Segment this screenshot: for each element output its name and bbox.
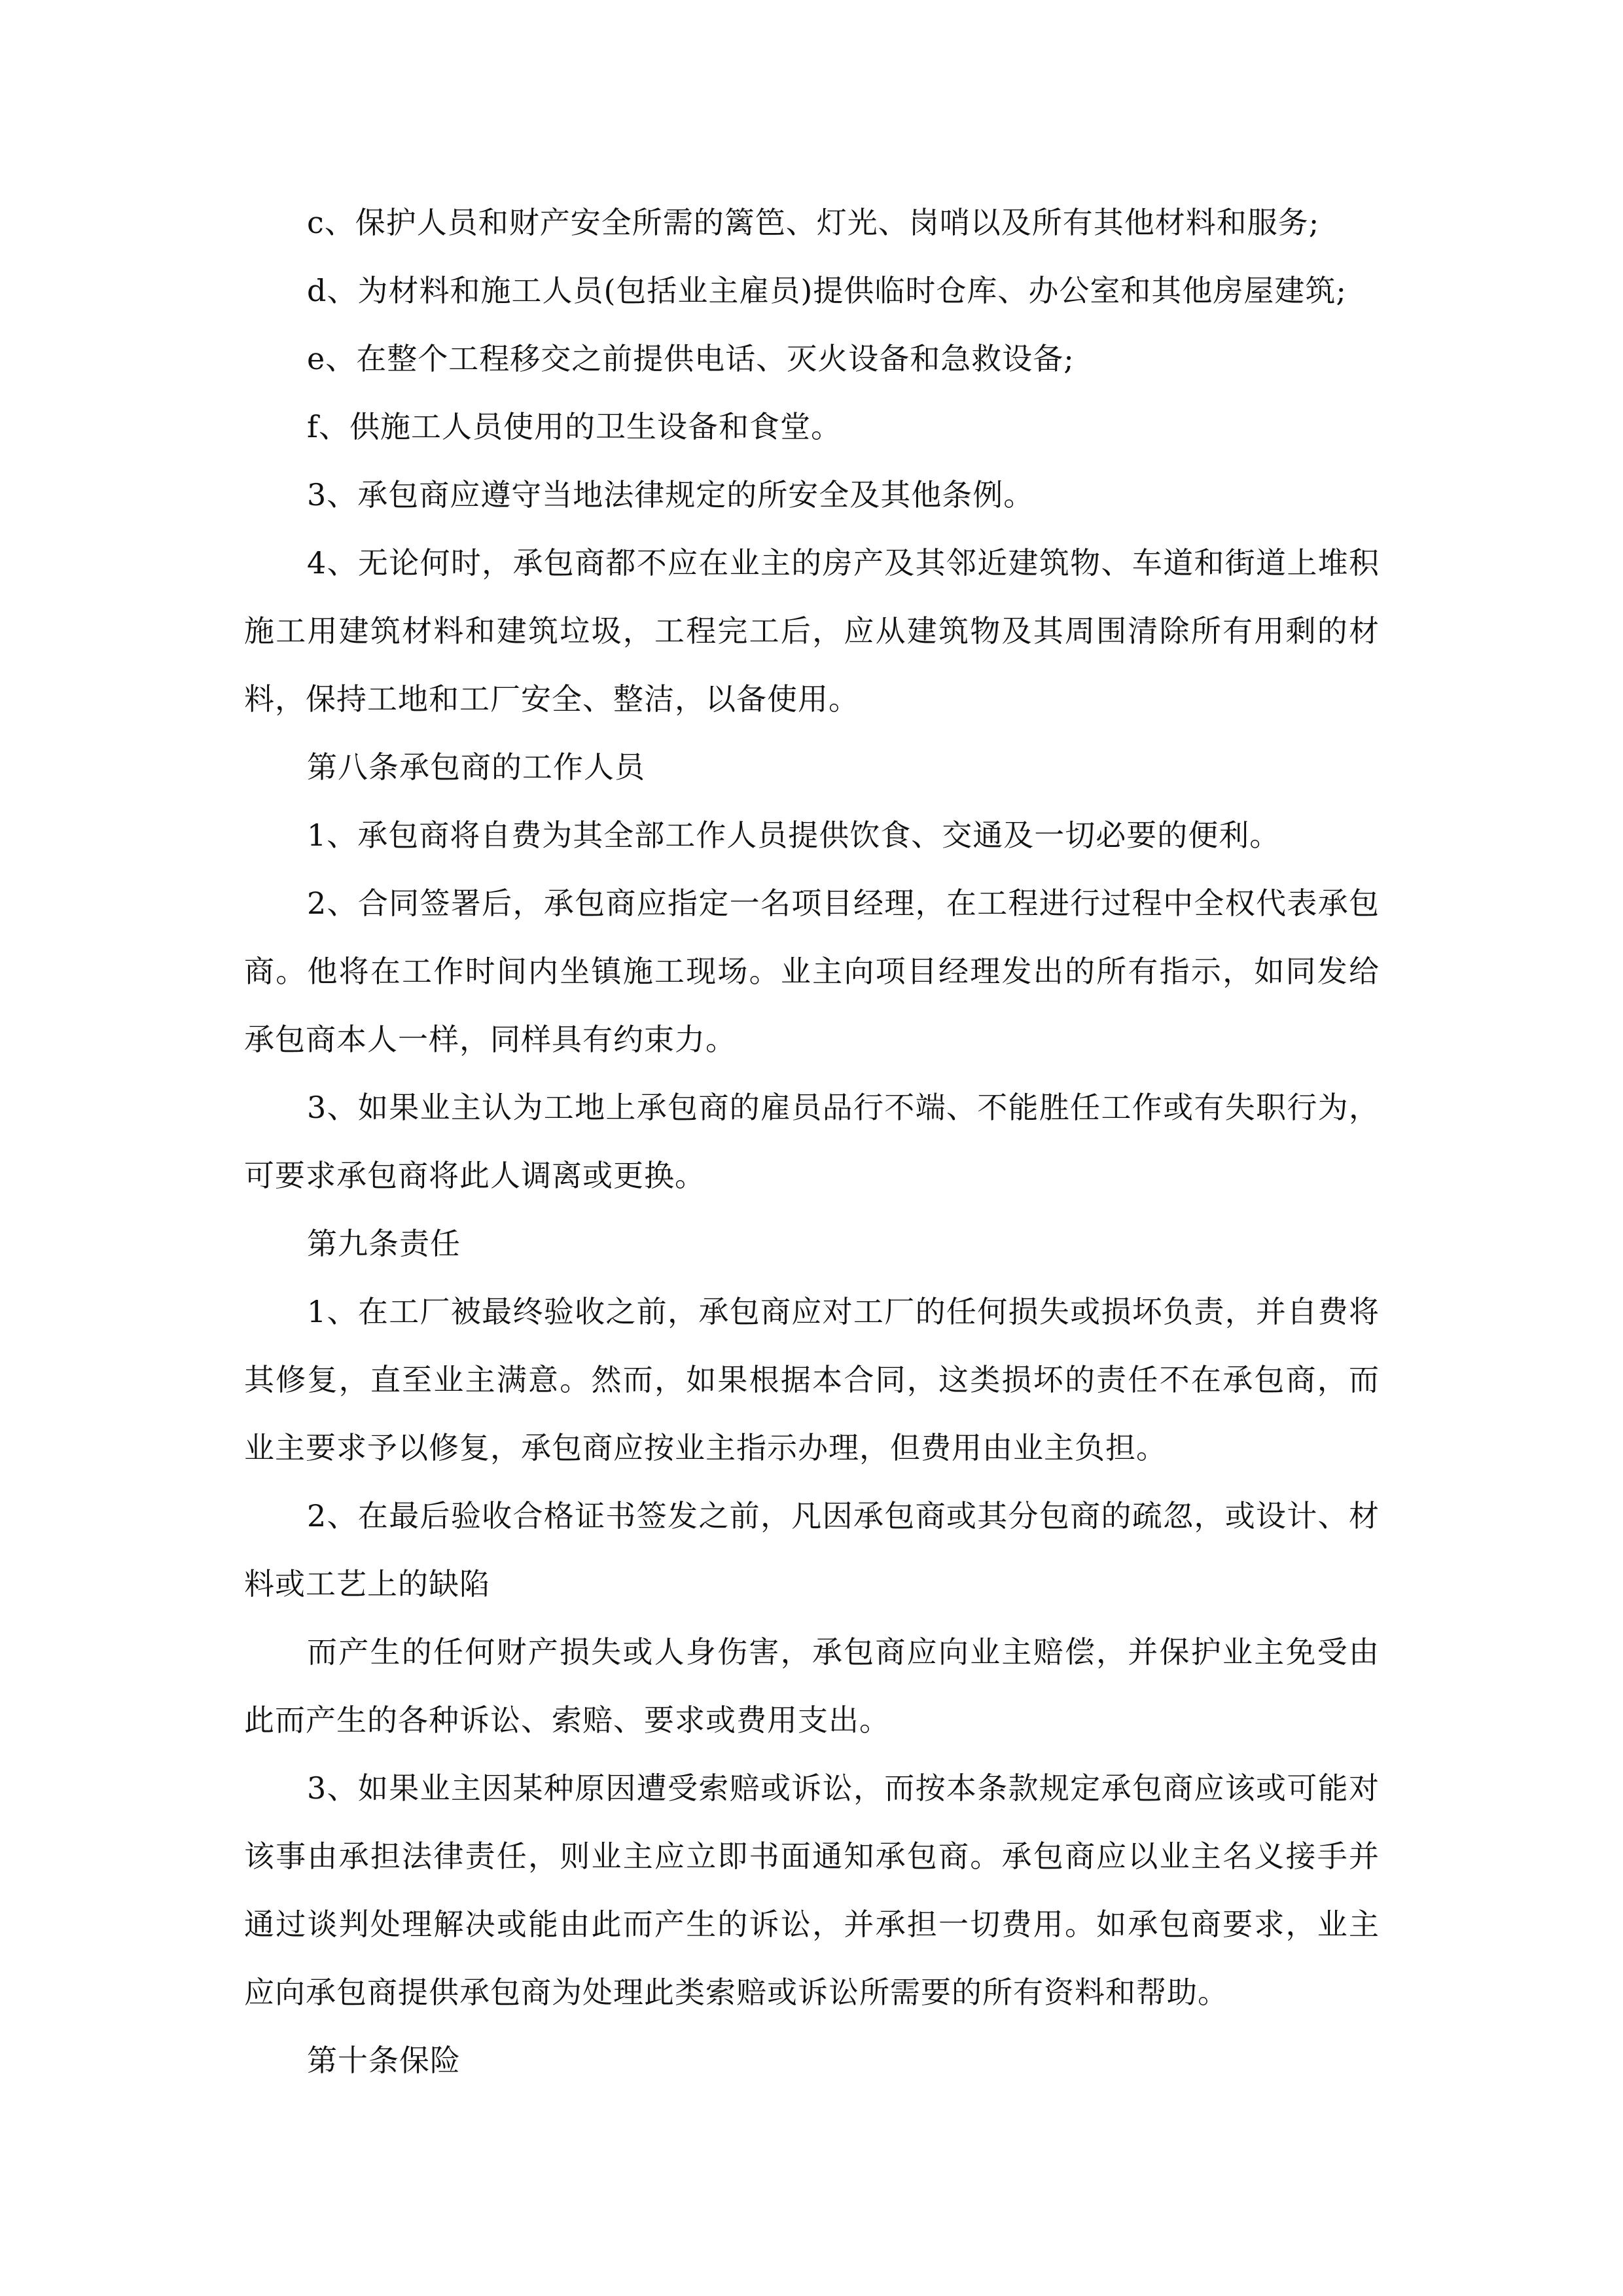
clause-8-item-3: 3、如果业主认为工地上承包商的雇员品行不端、不能胜任工作或有失职行为，可要求承包商将此人调离或更换。	[244, 1090, 1380, 1193]
list-item-f: f、供施工人员使用的卫生设备和食堂。	[307, 409, 842, 444]
clause-8-item-1: 1、承包商将自费为其全部工作人员提供饮食、交通及一切必要的便利。	[307, 817, 1281, 853]
clause-9-item-2-continued: 而产生的任何财产损失或人身伤害，承包商应向业主赔偿，并保护业主免受由此而产生的各种诉讼、索赔、要求或费用支出。	[244, 1634, 1380, 1738]
clause-8-item-2: 2、合同签署后，承包商应指定一名项目经理，在工程进行过程中全权代表承包商。他将在工作时间内坐镇施工现场。业主向项目经理发出的所有指示，如同发给承包商本人一样，同样具有约束力。	[244, 886, 1380, 1057]
clause-9-item-2: 2、在最后验收合格证书签发之前，凡因承包商或其分包商的疏忽，或设计、材料或工艺上的缺陷	[244, 1498, 1380, 1602]
section-heading-article-9: 第九条责任	[307, 1226, 461, 1261]
list-item-d: d、为材料和施工人员(包括业主雇员)提供临时仓库、办公室和其他房屋建筑;	[307, 273, 1347, 308]
clause-7-item-3: 3、承包商应遵守当地法律规定的所安全及其他条例。	[307, 477, 1035, 512]
section-heading-article-10: 第十条保险	[307, 2043, 461, 2078]
list-item-e: e、在整个工程移交之前提供电话、灭火设备和急救设备;	[307, 341, 1075, 376]
clause-9-item-3: 3、如果业主因某种原因遭受索赔或诉讼，而按本条款规定承包商应该或可能对该事由承担法律责任，则业主应立即书面通知承包商。承包商应以业主名义接手并通过谈判处理解决或能由此而产生的诉讼，并承担一切费用。如承包商要求，业主应向承包商提供承包商为处理此类索赔或诉讼所需要的所有资料和帮助。	[244, 1770, 1380, 2010]
list-item-c: c、保护人员和财产安全所需的篱笆、灯光、岗哨以及所有其他材料和服务;	[307, 205, 1320, 240]
section-heading-article-8: 第八条承包商的工作人员	[307, 749, 645, 785]
document-page	[244, 188, 1380, 2094]
clause-7-item-4: 4、无论何时，承包商都不应在业主的房产及其邻近建筑物、车道和街道上堆积施工用建筑材料和建筑垃圾，工程完工后，应从建筑物及其周围清除所有用剩的材料，保持工地和工厂安全、整洁，以备使用。	[244, 545, 1380, 717]
clause-9-item-1: 1、在工厂被最终验收之前，承包商应对工厂的任何损失或损坏负责，并自费将其修复，直至业主满意。然而，如果根据本合同，这类损坏的责任不在承包商，而业主要求予以修复，承包商应按业主指示办理，但费用由业主负担。	[244, 1294, 1380, 1465]
